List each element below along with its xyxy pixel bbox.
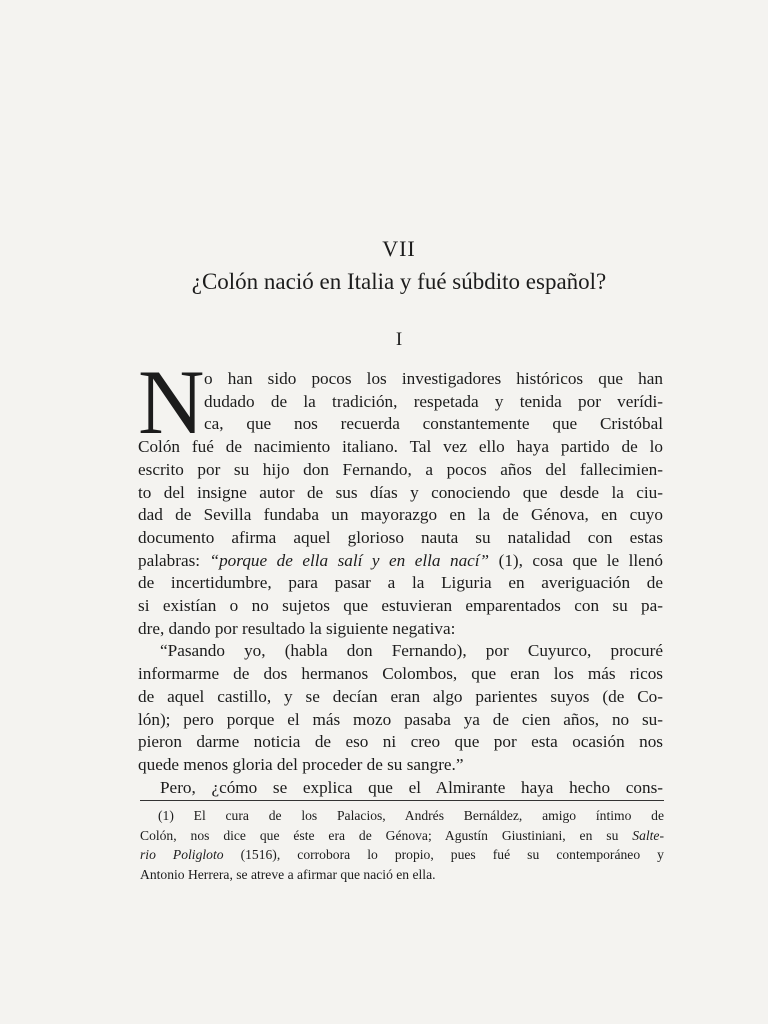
text-line: dudado de la tradición, respetada y tenida por verídi-: [204, 391, 663, 411]
text-line: “Pasando yo, (habla don Fernando), por Cuyurco, procuré: [160, 641, 663, 661]
text-line: Pero, ¿cómo se explica que el Almirante haya hecho cons-: [160, 777, 663, 797]
text-line: informarme de dos hermanos Colombos, que eran los más ricos: [138, 664, 663, 684]
footnote-text: (1516), corrobora lo propio, pues fué su contemporáneo y: [223, 847, 664, 862]
footnote-text: Colón, nos dice que éste era de Génova; Agustín Giustiniani, en su: [140, 827, 633, 843]
body-text: [138, 368, 663, 799]
footnote-divider: [140, 800, 664, 801]
text-line: ca, que nos recuerda constantemente que Cristóbal: [204, 414, 663, 434]
text-line: dre, dando por resultado la siguiente negativa:: [138, 618, 456, 638]
text-line: quede menos gloria del proceder de su sangre.”: [138, 754, 464, 774]
text-line: o han sido pocos los investigadores históricos que han: [204, 369, 663, 388]
footnote-line: [140, 826, 664, 846]
footnote-line: [140, 845, 664, 865]
footnote: [140, 806, 664, 884]
chapter-number: VII: [382, 236, 416, 261]
quote-prefix: palabras:: [138, 550, 210, 570]
footnote-italic: Salte-: [632, 827, 664, 843]
footnote-italic: rio Poligloto: [140, 847, 224, 862]
text-line: Colón fué de nacimiento italiano. Tal vez ello haya partido de lo: [138, 437, 663, 457]
section-number: I: [395, 329, 403, 350]
text-line: escrito por su hijo don Fernando, a pocos años del fallecimien-: [138, 459, 663, 479]
text-line: documento afirma aquel glorioso nauta su natalidad con estas: [138, 527, 663, 547]
text-line: to del insigne autor de sus días y conociendo que desde la ciu-: [138, 482, 663, 502]
quote-suffix: (1), cosa que le llenó: [498, 550, 664, 570]
text-line: lón); pero porque el más mozo pasaba ya de cien años, no su-: [138, 709, 663, 729]
text-line: si existían o no sujetos que estuvieran emparentados con su pa-: [138, 596, 663, 616]
text-line: de aquel castillo, y se decían eran algo parientes suyos (de Co-: [138, 686, 663, 706]
text-line-quote: [138, 550, 663, 573]
footnote-line: (1) El cura de los Palacios, Andrés Bernáldez, amigo íntimo de: [158, 808, 664, 823]
text-line: pieron darme noticia de eso ni creo que por esta ocasión nos: [138, 732, 663, 752]
drop-cap: N: [138, 351, 205, 453]
chapter-title: ¿Colón nació en Italia y fué súbdito español?: [191, 269, 607, 294]
text-line: dad de Sevilla fundaba un mayorazgo en la de Génova, en cuyo: [138, 505, 663, 525]
italic-quote: “porque de ella salí y en ella nací”: [209, 550, 490, 570]
footnote-line: Antonio Herrera, se atreve a afirmar que nació en ella.: [140, 866, 436, 882]
text-line: de incertidumbre, para pasar a la Liguria en averiguación de: [138, 573, 663, 593]
